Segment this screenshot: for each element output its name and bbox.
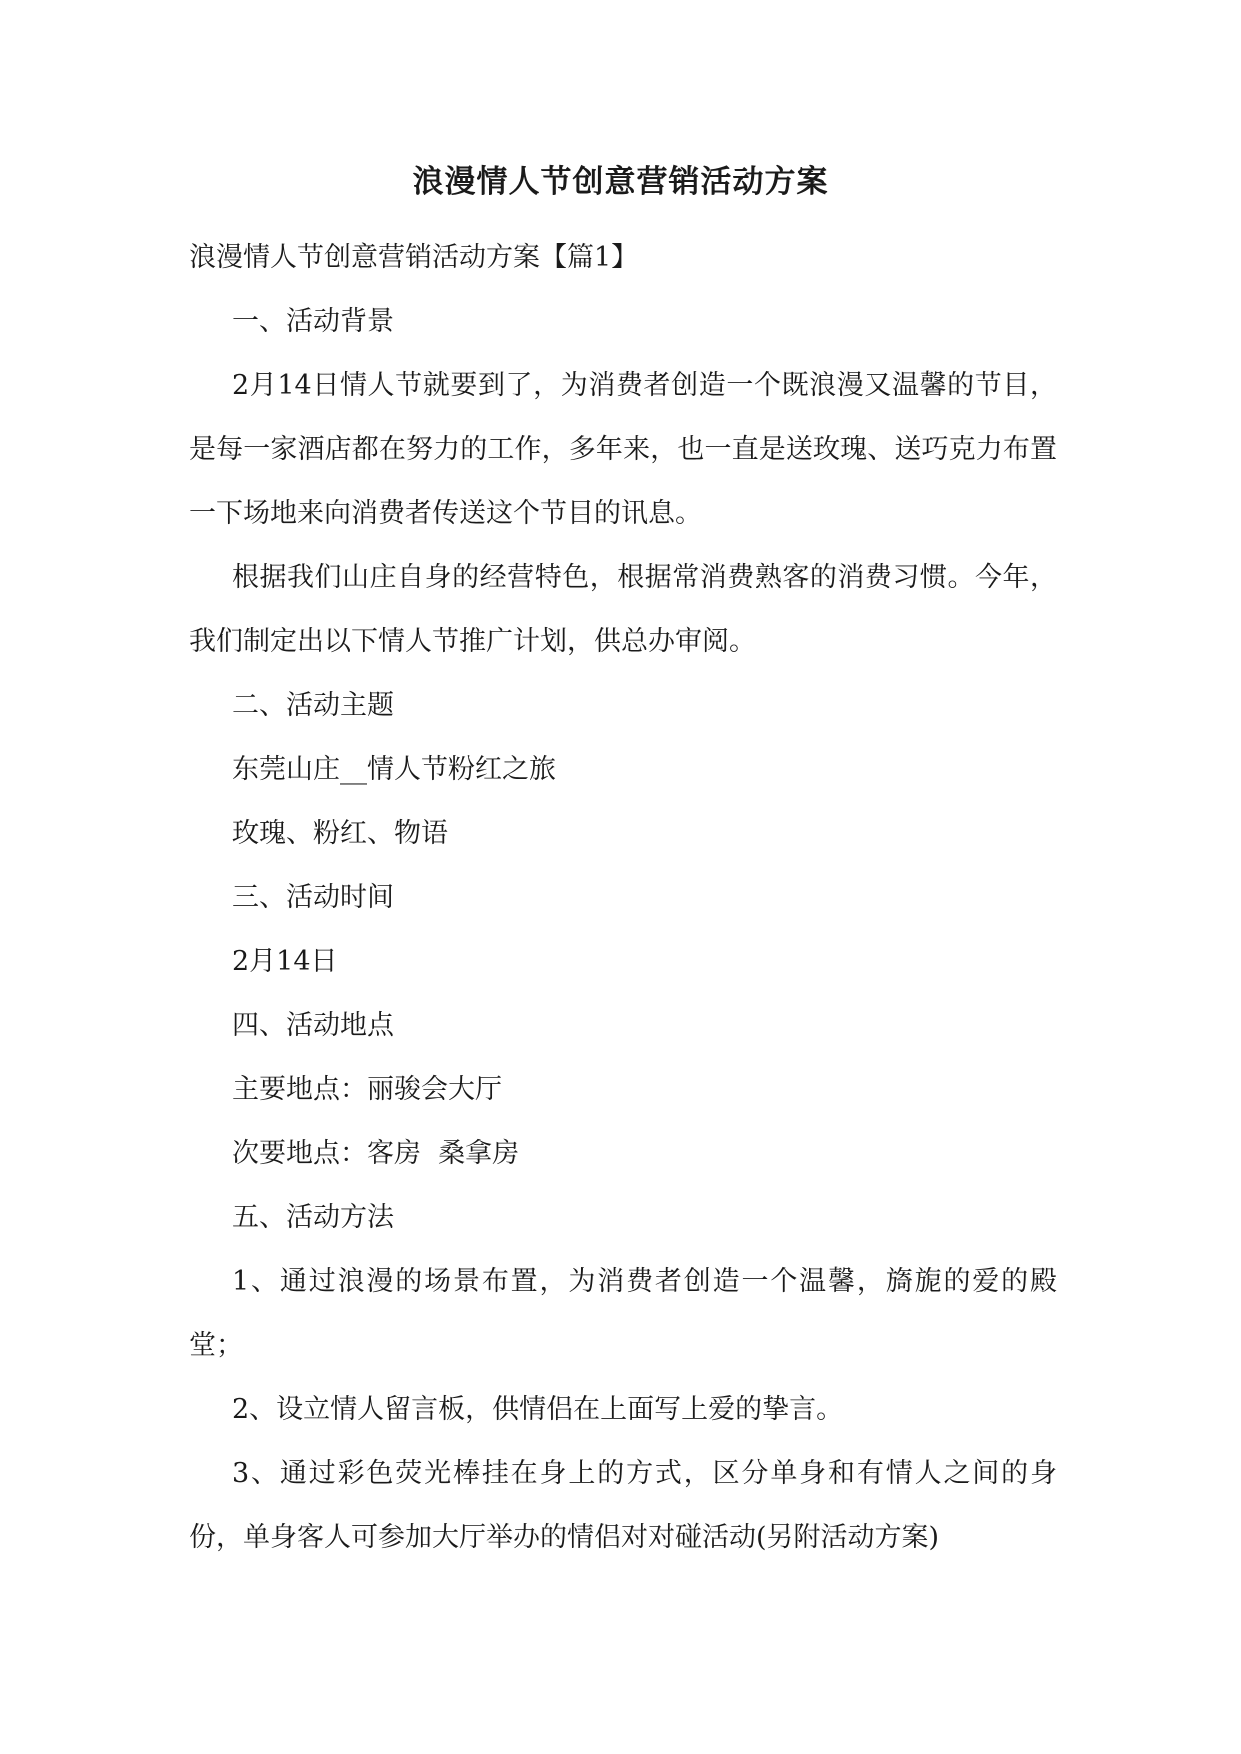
paragraph-theme-1: 东莞山庄__情人节粉红之旅 — [232, 754, 556, 785]
document-title: 浪漫情人节创意营销活动方案 — [412, 164, 829, 200]
section-heading-theme: 二、活动主题 — [232, 690, 394, 721]
paragraph-method-3: 3、通过彩色荧光棒挂在身上的方式，区分单身和有情人之间的身份，单身客人可参加大厅举办的情侣对对碰活动(另附活动方案) — [189, 1458, 1057, 1553]
paragraph-method-2: 2、设立情人留言板，供情侣在上面写上爱的挚言。 — [232, 1394, 844, 1425]
paragraph-time: 2月14日 — [232, 946, 338, 977]
paragraph-background-2: 根据我们山庄自身的经营特色，根据常消费熟客的消费习惯。今年，我们制定出以下情人节推广计划，供总办审阅。 — [189, 562, 1057, 657]
section-heading-method: 五、活动方法 — [232, 1202, 394, 1233]
paragraph-method-1: 1、通过浪漫的场景布置，为消费者创造一个温馨，旖旎的爱的殿堂； — [189, 1266, 1057, 1361]
paragraph-location-primary: 主要地点：丽骏会大厅 — [232, 1074, 502, 1105]
section-heading-location: 四、活动地点 — [232, 1010, 394, 1041]
document-body — [189, 226, 1057, 1570]
paragraph-background-1: 2月14日情人节就要到了，为消费者创造一个既浪漫又温馨的节目，是每一家酒店都在努力的工作，多年来，也一直是送玫瑰、送巧克力布置一下场地来向消费者传送这个节目的讯息。 — [189, 370, 1057, 529]
section-heading-background: 一、活动背景 — [232, 306, 394, 337]
paragraph-theme-2: 玫瑰、粉红、物语 — [232, 818, 448, 849]
document-subtitle: 浪漫情人节创意营销活动方案【篇1】 — [189, 242, 639, 273]
section-heading-time: 三、活动时间 — [232, 882, 394, 913]
paragraph-location-secondary: 次要地点：客房 桑拿房 — [232, 1138, 520, 1169]
